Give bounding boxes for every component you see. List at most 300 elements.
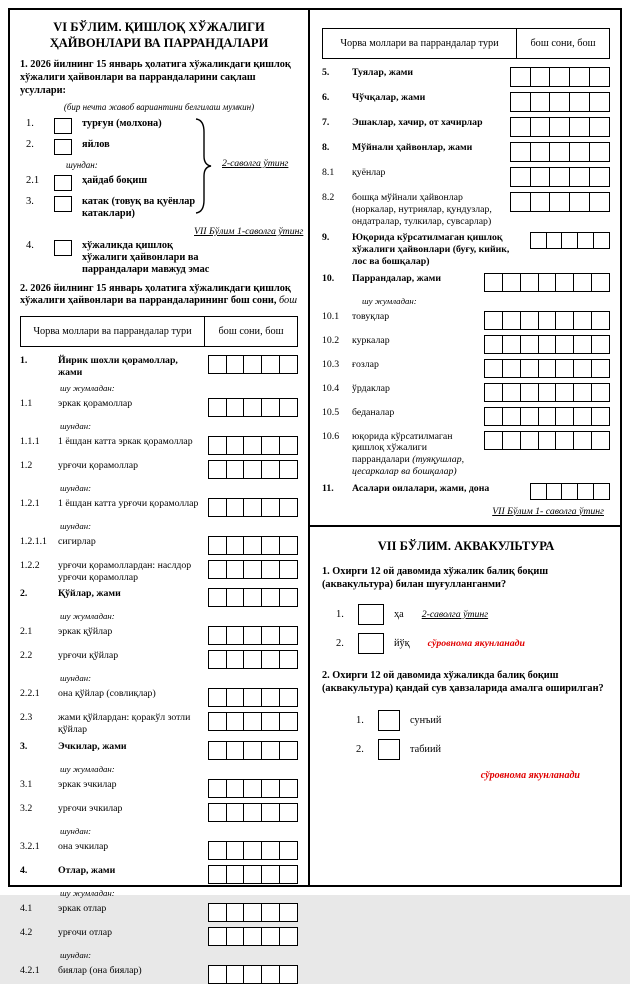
right-column (310, 10, 620, 885)
entry-cell[interactable] (573, 383, 592, 402)
row-label: урғочи қўйлар (58, 650, 119, 662)
entry-cell[interactable] (261, 712, 280, 731)
entry-cell[interactable] (226, 560, 245, 579)
row-label: ғозлар (352, 358, 379, 370)
entry-cell[interactable] (555, 407, 574, 426)
entry-cell[interactable] (243, 560, 262, 579)
entry-cell[interactable] (569, 92, 590, 112)
entry-cell[interactable] (226, 626, 245, 645)
entry-cell[interactable] (279, 712, 298, 731)
entry-cell[interactable] (226, 688, 245, 707)
entry-cell[interactable] (261, 927, 280, 946)
entry-cell[interactable] (243, 460, 262, 479)
entry-cell[interactable] (261, 626, 280, 645)
row-label: Отлар, жами (58, 864, 116, 876)
entry-cell[interactable] (589, 192, 610, 212)
entry-cell[interactable] (208, 712, 227, 731)
option-number: 2. (336, 637, 344, 649)
entry-cell[interactable] (561, 232, 578, 249)
row-number: 2. (20, 588, 28, 600)
entry-cell[interactable] (243, 779, 262, 798)
entry-cell[interactable] (520, 383, 539, 402)
entry-cell[interactable] (261, 803, 280, 822)
entry-cell[interactable] (261, 965, 280, 984)
entry-cell[interactable] (555, 431, 574, 450)
entry-cell[interactable] (208, 436, 227, 455)
entry-cell[interactable] (226, 712, 245, 731)
entry-cell[interactable] (589, 167, 610, 187)
entry-cell[interactable] (261, 688, 280, 707)
entry-cell[interactable] (573, 359, 592, 378)
entry-cell[interactable] (510, 92, 531, 112)
entry-cell[interactable] (243, 688, 262, 707)
entry-cell[interactable] (502, 431, 521, 450)
row-number: 10. (322, 272, 335, 284)
option-label: сунъий (410, 714, 442, 726)
table-row (20, 712, 298, 736)
row-number: 8.2 (322, 192, 335, 203)
q1-sublabel: шундан: (66, 159, 98, 170)
entry-cell[interactable] (279, 460, 298, 479)
entry-cell[interactable] (573, 335, 592, 354)
entry-cell[interactable] (208, 741, 227, 760)
entry-cell[interactable] (510, 67, 531, 87)
option-number: 1. (26, 117, 34, 129)
entry-cell[interactable] (502, 335, 521, 354)
entry-cell[interactable] (569, 167, 590, 187)
entry-cell[interactable] (261, 588, 280, 607)
entry-cell[interactable] (279, 626, 298, 645)
entry-box-group (484, 431, 610, 450)
row-label: юқорида кўрсатилмаган қишлоқ хўжалиги паррандалари (туяқушлар, цесаркалар ва бошқалар) (352, 430, 465, 477)
entry-cell[interactable] (549, 192, 570, 212)
entry-cell[interactable] (208, 803, 227, 822)
entry-cell[interactable] (555, 273, 574, 292)
entry-cell[interactable] (589, 92, 610, 112)
row-number: 6. (322, 92, 330, 103)
entry-cell[interactable] (261, 741, 280, 760)
row-label: Мўйнали ҳайвонлар, жами (352, 142, 473, 153)
livestock-rows-right (322, 67, 610, 500)
entry-cell[interactable] (243, 927, 262, 946)
entry-cell[interactable] (573, 407, 592, 426)
entry-cell[interactable] (261, 498, 280, 517)
entry-cell[interactable] (530, 167, 551, 187)
entry-cell[interactable] (279, 436, 298, 455)
entry-cell[interactable] (226, 588, 245, 607)
entry-cell[interactable] (589, 67, 610, 87)
entry-cell[interactable] (208, 498, 227, 517)
entry-cell[interactable] (208, 560, 227, 579)
row-sublabel: шу жумладан: (60, 887, 115, 898)
row-label: она қўйлар (совлиқлар) (58, 688, 156, 700)
entry-cell[interactable] (520, 407, 539, 426)
entry-cell[interactable] (484, 383, 503, 402)
row-label: урғочи қорамоллардан: наслдор урғочи қорамоллар (58, 559, 192, 583)
entry-cell[interactable] (530, 67, 551, 87)
s7-q2-option-2 (356, 739, 610, 760)
entry-cell[interactable] (279, 741, 298, 760)
option-number: 2. (356, 743, 364, 755)
entry-cell[interactable] (530, 232, 547, 249)
entry-cell[interactable] (279, 355, 298, 374)
row-sublabel: шундан: (60, 949, 92, 960)
row-label: Паррандалар, жами (352, 272, 441, 284)
entry-cell[interactable] (484, 407, 503, 426)
entry-cell[interactable] (591, 311, 610, 330)
checkbox[interactable] (54, 139, 72, 155)
entry-cell[interactable] (261, 779, 280, 798)
entry-cell[interactable] (226, 355, 245, 374)
entry-cell[interactable] (538, 335, 557, 354)
entry-cell[interactable] (549, 142, 570, 162)
entry-cell[interactable] (549, 167, 570, 187)
entry-cell[interactable] (243, 355, 262, 374)
checkbox[interactable] (378, 710, 400, 731)
entry-cell[interactable] (279, 650, 298, 669)
entry-cell[interactable] (538, 311, 557, 330)
row-sublabel: шундан: (60, 420, 92, 431)
row-number: 2.1 (20, 626, 33, 638)
entry-cell[interactable] (510, 117, 531, 137)
table-header-left (20, 316, 298, 347)
table-row (322, 359, 610, 378)
row-label: куркалар (352, 334, 390, 346)
form-page (8, 8, 622, 976)
entry-box-group (208, 436, 298, 455)
entry-cell[interactable] (546, 483, 563, 500)
entry-cell[interactable] (261, 903, 280, 922)
entry-cell[interactable] (549, 117, 570, 137)
entry-cell[interactable] (591, 359, 610, 378)
entry-cell[interactable] (520, 273, 539, 292)
entry-cell[interactable] (573, 273, 592, 292)
entry-cell[interactable] (510, 167, 531, 187)
entry-cell[interactable] (243, 803, 262, 822)
entry-cell[interactable] (226, 965, 245, 984)
entry-cell[interactable] (520, 335, 539, 354)
entry-cell[interactable] (577, 232, 594, 249)
entry-cell[interactable] (573, 311, 592, 330)
option-number: 3. (26, 195, 34, 207)
entry-cell[interactable] (279, 588, 298, 607)
entry-cell[interactable] (226, 741, 245, 760)
entry-cell[interactable] (530, 117, 551, 137)
entry-cell[interactable] (279, 688, 298, 707)
row-label: эркак қўйлар (58, 626, 113, 638)
entry-cell[interactable] (243, 398, 262, 417)
table-row (20, 398, 298, 417)
row-sublabel: шу жумладан: (60, 611, 115, 622)
row-label: Эшаклар, хачир, от хачирлар (352, 117, 483, 128)
entry-cell[interactable] (243, 498, 262, 517)
table-row (322, 407, 610, 426)
entry-box-group (208, 355, 298, 374)
row-number: 10.4 (322, 382, 340, 394)
entry-cell[interactable] (538, 431, 557, 450)
entry-cell[interactable] (208, 460, 227, 479)
entry-cell[interactable] (208, 355, 227, 374)
row-number: 2.3 (20, 712, 33, 724)
entry-cell[interactable] (279, 560, 298, 579)
entry-cell[interactable] (226, 841, 245, 860)
entry-cell[interactable] (226, 460, 245, 479)
table-row (20, 927, 298, 946)
checkbox[interactable] (54, 175, 72, 191)
entry-cell[interactable] (243, 965, 262, 984)
row-number: 4.2.1 (20, 964, 40, 976)
option-label: табиий (410, 743, 441, 755)
entry-cell[interactable] (261, 355, 280, 374)
entry-cell[interactable] (279, 903, 298, 922)
table-row (322, 311, 610, 330)
row-number: 1.2.2 (20, 559, 40, 571)
entry-box-group (208, 588, 298, 607)
section6-title: VI БЎЛИМ. ҚИШЛОҚ ХЎЖАЛИГИ ҲАЙВОНЛАРИ ВА ПАРРАНДАЛАРИ (49, 20, 269, 50)
entry-cell[interactable] (569, 67, 590, 87)
entry-cell[interactable] (208, 779, 227, 798)
entry-cell[interactable] (208, 536, 227, 555)
entry-cell[interactable] (226, 927, 245, 946)
entry-cell[interactable] (243, 712, 262, 731)
goto-section7-note-bottom: VII Бўлим 1- саволга ўтинг (492, 505, 604, 517)
entry-cell[interactable] (569, 117, 590, 137)
row-number: 4.1 (20, 902, 33, 914)
entry-cell[interactable] (226, 865, 245, 884)
checkbox[interactable] (54, 118, 72, 134)
row-sublabel: шу жумладан: (362, 295, 417, 306)
goto-question2-note: 2-саволга ўтинг (222, 157, 289, 169)
row-number: 3. (20, 740, 28, 752)
entry-cell[interactable] (502, 273, 521, 292)
entry-cell[interactable] (561, 483, 578, 500)
entry-cell[interactable] (549, 92, 570, 112)
entry-cell[interactable] (279, 965, 298, 984)
entry-cell[interactable] (569, 142, 590, 162)
entry-cell[interactable] (243, 865, 262, 884)
entry-cell[interactable] (261, 865, 280, 884)
option-label: йўқ (394, 637, 410, 649)
entry-cell[interactable] (208, 626, 227, 645)
entry-cell[interactable] (208, 965, 227, 984)
entry-cell[interactable] (520, 359, 539, 378)
entry-cell[interactable] (279, 398, 298, 417)
option-label: ҳа (394, 608, 404, 620)
entry-box-group (208, 712, 298, 731)
entry-cell[interactable] (226, 779, 245, 798)
entry-cell[interactable] (502, 383, 521, 402)
checkbox[interactable] (54, 196, 72, 212)
checkbox[interactable] (54, 240, 72, 256)
entry-cell[interactable] (226, 536, 245, 555)
entry-cell[interactable] (279, 498, 298, 517)
entry-cell[interactable] (593, 232, 610, 249)
section6-q1-hint: (бир нечта жавоб вариантини белгилаш мумкин) (63, 101, 255, 112)
entry-box-group (530, 483, 610, 500)
entry-cell[interactable] (530, 483, 547, 500)
entry-cell[interactable] (530, 92, 551, 112)
entry-cell[interactable] (484, 431, 503, 450)
entry-cell[interactable] (243, 650, 262, 669)
table-row (20, 626, 298, 645)
entry-cell[interactable] (530, 142, 551, 162)
entry-cell[interactable] (538, 359, 557, 378)
table-row (322, 142, 610, 162)
entry-cell[interactable] (261, 650, 280, 669)
table-row (322, 483, 610, 500)
entry-cell[interactable] (555, 383, 574, 402)
entry-cell[interactable] (577, 483, 594, 500)
entry-cell[interactable] (593, 483, 610, 500)
entry-cell[interactable] (208, 865, 227, 884)
row-sublabel: шундан: (60, 520, 92, 531)
entry-cell[interactable] (546, 232, 563, 249)
entry-cell[interactable] (591, 273, 610, 292)
table-row (20, 741, 298, 760)
q1-option-2-1 (26, 175, 298, 191)
row-label: урғочи қорамоллар (58, 459, 138, 471)
row-number: 10.1 (322, 310, 340, 322)
entry-cell[interactable] (502, 407, 521, 426)
entry-cell[interactable] (208, 588, 227, 607)
s7-q1-option-2 (336, 633, 610, 654)
entry-box-group (484, 335, 610, 354)
row-number: 11. (322, 482, 334, 494)
entry-cell[interactable] (261, 398, 280, 417)
entry-cell[interactable] (208, 903, 227, 922)
option-number: 4. (26, 239, 34, 251)
column-header-type: Чорва моллари ва паррандалар тури (323, 29, 517, 58)
entry-cell[interactable] (226, 498, 245, 517)
row-number: 1.2.1.1 (20, 535, 47, 547)
entry-cell[interactable] (591, 407, 610, 426)
column-header-type: Чорва моллари ва паррандалар тури (21, 317, 205, 346)
option-label: турғун (молхона) (82, 117, 162, 129)
entry-cell[interactable] (484, 273, 503, 292)
entry-cell[interactable] (226, 398, 245, 417)
checkbox[interactable] (358, 604, 384, 625)
entry-box-group (208, 903, 298, 922)
entry-cell[interactable] (208, 927, 227, 946)
entry-box-group (510, 92, 610, 112)
entry-cell[interactable] (573, 431, 592, 450)
entry-cell[interactable] (243, 841, 262, 860)
entry-cell[interactable] (520, 431, 539, 450)
row-number: 10.3 (322, 358, 340, 370)
row-label: эркак қорамоллар (58, 397, 133, 409)
entry-cell[interactable] (538, 383, 557, 402)
entry-box-group (484, 407, 610, 426)
row-sublabel: шу жумладан: (60, 382, 115, 393)
row-sublabel: шу жумладан: (60, 763, 115, 774)
table-row (20, 460, 298, 479)
row-number: 8. (322, 142, 330, 153)
table-row (322, 273, 610, 292)
entry-cell[interactable] (279, 779, 298, 798)
row-number: 3.2.1 (20, 840, 40, 852)
column-header-count: бош сони, бош (530, 38, 596, 49)
entry-cell[interactable] (208, 841, 227, 860)
entry-cell[interactable] (538, 273, 557, 292)
table-row (20, 779, 298, 798)
table-row (20, 865, 298, 884)
entry-cell[interactable] (279, 803, 298, 822)
row-number: 10.5 (322, 406, 340, 418)
entry-cell[interactable] (510, 192, 531, 212)
checkbox[interactable] (358, 633, 384, 654)
entry-cell[interactable] (208, 398, 227, 417)
entry-cell[interactable] (591, 431, 610, 450)
entry-cell[interactable] (261, 436, 280, 455)
entry-cell[interactable] (261, 841, 280, 860)
entry-cell[interactable] (208, 650, 227, 669)
entry-cell[interactable] (591, 335, 610, 354)
entry-box-group (510, 67, 610, 87)
entry-cell[interactable] (279, 841, 298, 860)
survey-ends-note-bottom: сўровнома якунланади (480, 769, 580, 781)
entry-cell[interactable] (510, 142, 531, 162)
entry-cell[interactable] (549, 67, 570, 87)
entry-cell[interactable] (243, 588, 262, 607)
entry-cell[interactable] (520, 311, 539, 330)
table-row (20, 903, 298, 922)
entry-cell[interactable] (279, 927, 298, 946)
entry-cell[interactable] (555, 311, 574, 330)
entry-cell[interactable] (226, 436, 245, 455)
entry-cell[interactable] (530, 192, 551, 212)
entry-box-group (208, 965, 298, 984)
row-number: 7. (322, 117, 330, 128)
checkbox[interactable] (378, 739, 400, 760)
entry-cell[interactable] (243, 903, 262, 922)
entry-cell[interactable] (484, 359, 503, 378)
entry-cell[interactable] (261, 460, 280, 479)
entry-cell[interactable] (226, 650, 245, 669)
entry-cell[interactable] (589, 117, 610, 137)
s7-q2-option-1 (356, 710, 610, 731)
entry-cell[interactable] (538, 407, 557, 426)
entry-cell[interactable] (555, 359, 574, 378)
entry-cell[interactable] (569, 192, 590, 212)
entry-cell[interactable] (279, 536, 298, 555)
entry-cell[interactable] (484, 311, 503, 330)
entry-box-group (208, 688, 298, 707)
entry-cell[interactable] (261, 560, 280, 579)
entry-cell[interactable] (243, 626, 262, 645)
entry-cell[interactable] (208, 688, 227, 707)
entry-cell[interactable] (243, 536, 262, 555)
entry-cell[interactable] (243, 741, 262, 760)
entry-cell[interactable] (555, 335, 574, 354)
entry-cell[interactable] (279, 865, 298, 884)
table-row (20, 436, 298, 455)
entry-cell[interactable] (591, 383, 610, 402)
entry-cell[interactable] (589, 142, 610, 162)
row-label: Эчкилар, жами (58, 740, 127, 752)
entry-cell[interactable] (502, 311, 521, 330)
entry-cell[interactable] (261, 536, 280, 555)
row-label-note: (туяқушлар, цесаркалар ва бошқалар) (352, 454, 465, 477)
option-label: катак (товуқ ва қуёнлар катаклари) (82, 195, 196, 220)
entry-cell[interactable] (226, 903, 245, 922)
entry-cell[interactable] (502, 359, 521, 378)
section6-left-column (10, 10, 310, 976)
section6-right-part (310, 10, 620, 527)
entry-cell[interactable] (226, 803, 245, 822)
entry-cell[interactable] (484, 335, 503, 354)
entry-box-group (208, 536, 298, 555)
entry-cell[interactable] (243, 436, 262, 455)
